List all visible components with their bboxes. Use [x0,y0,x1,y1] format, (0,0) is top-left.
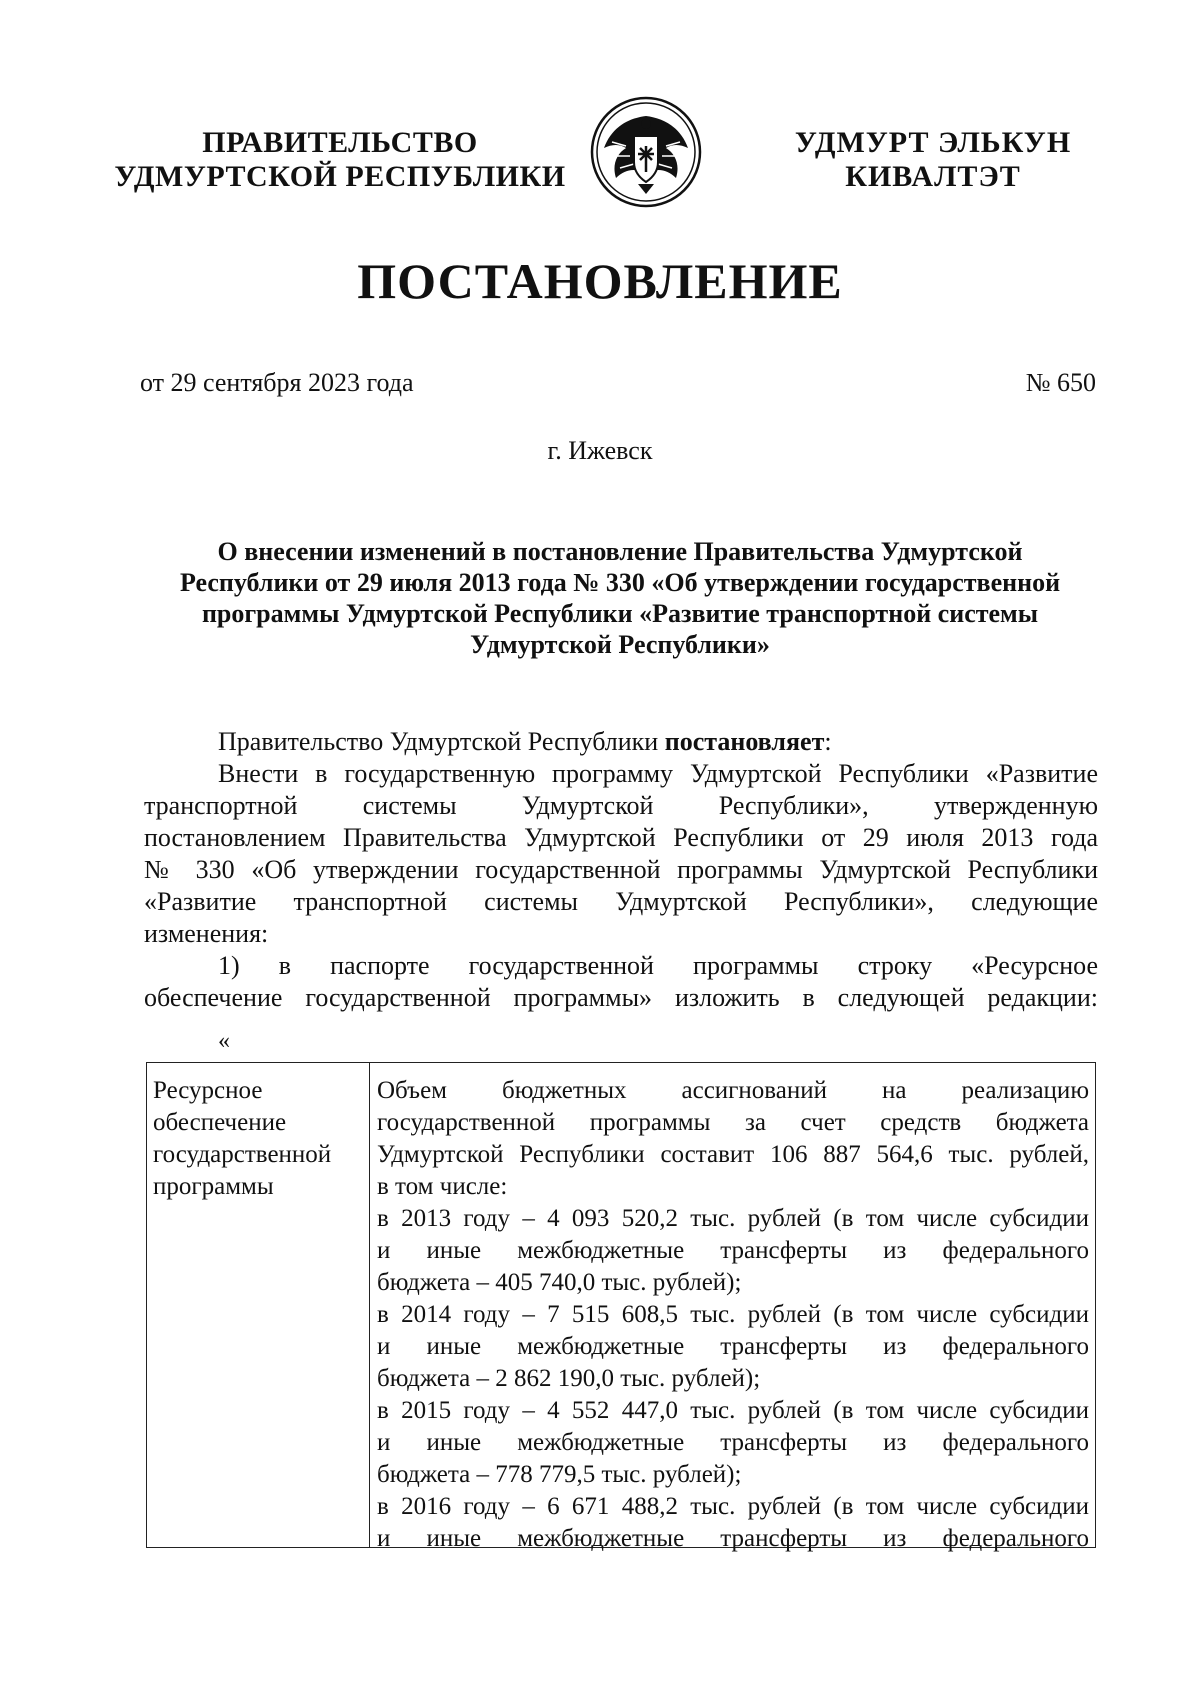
paragraph-line: постановлением Правительства Удмуртской Республики от 29 июля 2013 года [144,823,1098,852]
item-paragraph [144,950,1098,1014]
cell-line: Объем бюджетных ассигнований на реализацию [377,1077,1089,1104]
cell-line: бюджета – 2 862 190,0 тыс. рублей); [377,1365,761,1392]
cell-line: в 2014 году – 7 515 608,5 тыс. рублей (в том числе субсидии [377,1301,1089,1328]
resource-table [146,1062,1096,1552]
cell-line: обеспечение [153,1109,287,1136]
cell-line: Ресурсное [153,1077,263,1104]
paragraph-line: Внести в государственную программу Удмуртской Республики «Развитие [218,759,1098,788]
amendment-paragraph [144,758,1098,950]
header-right-line-2: КИВАЛТЭТ [845,160,1021,193]
paragraph-line: обеспечение государственной программы» изложить в следующей редакции: [144,983,1098,1012]
paragraph-line: изменения: [144,919,269,948]
header-left-line-1: ПРАВИТЕЛЬСТВО [202,126,478,159]
cell-line: в 2013 году – 4 093 520,2 тыс. рублей (в том числе субсидии [377,1205,1089,1232]
document-number: № 650 [1025,368,1096,397]
paragraph-line: № 330 «Об утверждении государственной программы Удмуртской Республики [144,855,1098,884]
cell-line: и иные межбюджетные трансферты из федерального [377,1429,1089,1456]
cell-line: государственной [153,1141,332,1168]
document-subject [140,536,1100,660]
cell-line: и иные межбюджетные трансферты из федерального [377,1237,1089,1264]
cell-line: в том числе: [377,1173,508,1200]
cell-line: программы [153,1173,274,1200]
cell-line: в 2016 году – 6 671 488,2 тыс. рублей (в том числе субсидии [377,1493,1089,1520]
header-right-line-1: УДМУРТ ЭЛЬКУН [794,126,1072,159]
cell-line: Удмуртской Республики составит 106 887 564,6 тыс. рублей, [377,1141,1089,1168]
decree-verb: постановляет [664,727,825,756]
table-cell-label [153,1075,365,1203]
cell-line: и иные межбюджетные трансферты из федерального [377,1333,1089,1360]
subject-line: О внесении изменений в постановление Правительства Удмуртской [217,537,1023,566]
paragraph-line: 1) в паспорте государственной программы строку «Ресурсное [218,951,1098,980]
cell-line: бюджета – 405 740,0 тыс. рублей); [377,1269,742,1296]
table-cell-value [377,1075,1089,1555]
opening-quote: « [218,1028,230,1054]
government-name-udmurt [768,126,1098,194]
cell-line: бюджета – 778 779,5 тыс. рублей); [377,1461,742,1488]
government-name-russian [110,126,570,194]
subject-line: Республики от 29 июля 2013 года № 330 «Об утверждении государственной [179,568,1061,597]
subject-line: программы Удмуртской Республики «Развитие транспортной системы [201,599,1039,628]
paragraph-line: «Развитие транспортной системы Удмуртской Республики», следующие [144,887,1098,916]
document-body [144,726,1098,1014]
paragraph-line: транспортной системы Удмуртской Республики», утвержденную [144,791,1098,820]
decree-paragraph [144,726,1098,758]
decree-suffix: : [824,727,832,756]
document-title: ПОСТАНОВЛЕНИЕ [357,253,843,309]
subject-line: Удмуртской Республики» [470,630,770,659]
cell-line: в 2015 году – 4 552 447,0 тыс. рублей (в том числе субсидии [377,1397,1089,1424]
document-date: от 29 сентября 2023 года [140,368,414,397]
decree-prefix: Правительство Удмуртской Республики [218,727,665,756]
cell-line: и иные межбюджетные трансферты из федерального [377,1525,1089,1552]
document-city: г. Ижевск [547,436,653,465]
cell-line: государственной программы за счет средств бюджета [377,1109,1089,1136]
header-left-line-2: УДМУРТСКОЙ РЕСПУБЛИКИ [114,160,566,193]
udmurt-coat-of-arms-icon [590,96,702,208]
table-column-divider [369,1063,370,1547]
